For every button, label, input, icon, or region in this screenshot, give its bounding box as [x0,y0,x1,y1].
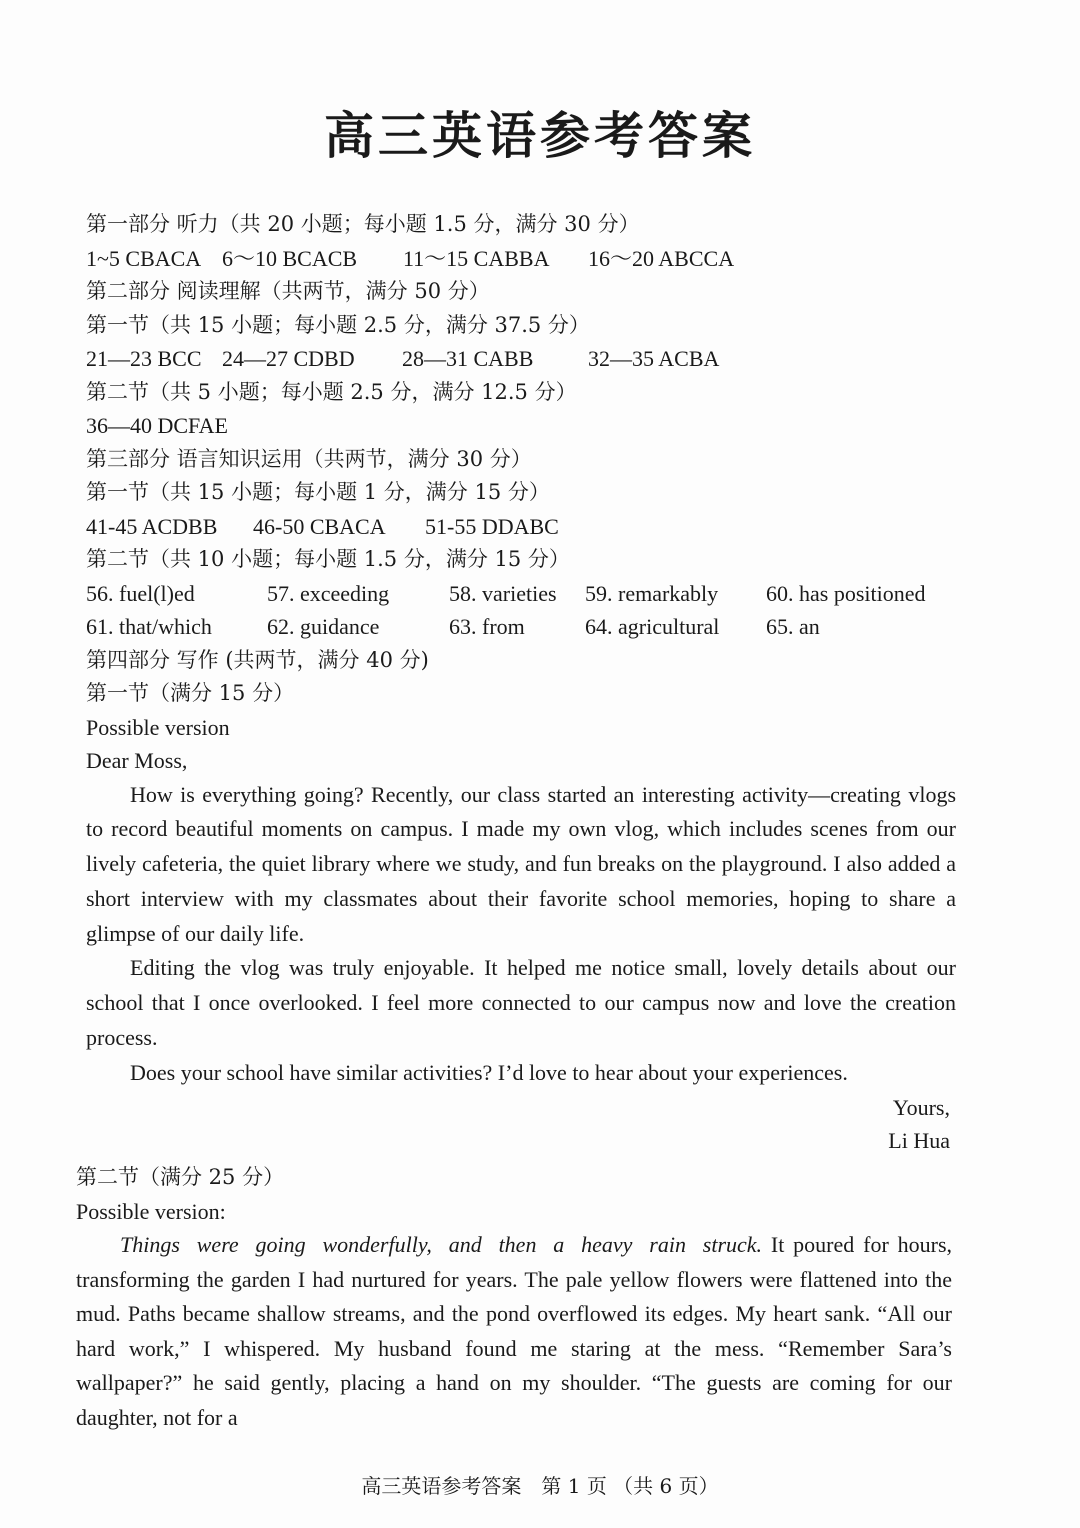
cloze-answer: 64. agricultural [585,614,720,639]
answer-group: 51-55 DDABC [425,513,559,539]
answer-group: 46-50 CBACA [253,513,386,539]
answer-group: 1~5 CBACA [86,245,202,271]
cloze-answer: 63. from [449,614,525,639]
answer-group: 28—31 CABB [402,346,534,371]
cloze-answer: 65. an [766,614,820,639]
answer-group: 32—35 ACBA [588,346,720,371]
part2-section2-answers: 36—40 DCFAE [86,413,228,438]
part3-section1-answers [86,510,956,544]
section2-version-label: Possible version: [76,1198,226,1224]
part2-section2-heading: 第二节（共 5 小题；每小题 2.5 分，满分 12.5 分） [86,379,577,404]
part3-section2-row2 [86,610,956,644]
answer-group: 11～15 CABBA [403,245,550,271]
part3-section2-row1 [86,577,956,611]
story-opening-sentence: Things were going wonderfully, and then a heavy rain struck. [120,1232,763,1257]
answer-group: 24—27 CDBD [222,346,355,371]
answer-group: 6～10 BCACB [222,245,358,271]
letter-signature: Li Hua [888,1128,950,1154]
cloze-answer: 58. varieties [449,580,557,606]
page-title: 高三英语参考答案 [324,106,756,165]
letter-greeting: Dear Moss, [86,748,188,773]
cloze-answer: 57. exceeding [267,580,390,606]
answer-content [86,208,956,1158]
cloze-answer: 59. remarkably [585,580,719,606]
version-label: Possible version [86,714,230,740]
story-text: It poured for hours, transforming the garden I had nurtured for years. The pale yellow flowers were flattened into the mud. Paths became shallow streams, and the pond overflowed its edges. My heart sank. “All our hard work,” I whispered. My husband found me staring at the mess. “Remember Sara’s wallpaper?” he said gently, placing a hand on my shoulder. “The guests are coming for our daughter, not for a [76,1232,953,1430]
letter-closing: Yours, [892,1094,950,1120]
part2-section1-heading: 第一节（共 15 小题；每小题 2.5 分，满分 37.5 分） [86,312,590,337]
part2-heading: 第二部分 阅读理解（共两节，满分 50 分） [86,279,490,303]
page-footer: 高三英语参考答案 第 1 页 （共 6 页） [361,1474,719,1498]
story-paragraph [76,1228,952,1436]
part3-heading: 第三部分 语言知识运用（共两节，满分 30 分） [86,446,532,471]
cloze-answer: 56. fuel(l)ed [86,580,195,606]
letter-paragraph: Editing the vlog was truly enjoyable. It helped me notice small, lovely details about our school that I once overlooked. I feel more connected to our campus now and love the creation process. [86,955,956,1051]
part4-section2 [76,1161,952,1436]
cloze-answer: 62. guidance [267,614,380,639]
letter-paragraph: How is everything going? Recently, our class started an interesting activity—creating vlogs to record beautiful moments on campus. I made my own vlog, which includes scenes from our lively cafeteria, the quiet library where we study, and fun breaks on the playground. I also added a short interview with my classmates about their favorite school memories, hoping to share a glimpse of our daily life. [86,781,956,946]
part1-answers [86,242,956,276]
cloze-answer: 60. has positioned [766,580,926,606]
part4-section2-heading: 第二节（满分 25 分） [76,1165,285,1189]
part2-section1-answers [86,342,956,376]
part4-section1-heading: 第一节（满分 15 分） [86,681,295,705]
letter-paragraph: Does your school have similar activities? I’d love to hear about your experiences. [130,1059,848,1085]
part1-heading: 第一部分 听力（共 20 小题；每小题 1.5 分，满分 30 分） [86,212,640,236]
cloze-answer: 61. that/which [86,614,212,639]
part4-heading: 第四部分 写作 (共两节，满分 40 分) [86,647,429,672]
part3-section2-heading: 第二节（共 10 小题；每小题 1.5 分，满分 15 分） [86,547,570,571]
answer-group: 21—23 BCC [86,346,202,371]
answer-group: 41-45 ACDBB [86,513,218,539]
part3-section1-heading: 第一节（共 15 小题；每小题 1 分，满分 15 分） [86,480,550,504]
answer-group: 16～20 ABCCA [588,245,735,271]
